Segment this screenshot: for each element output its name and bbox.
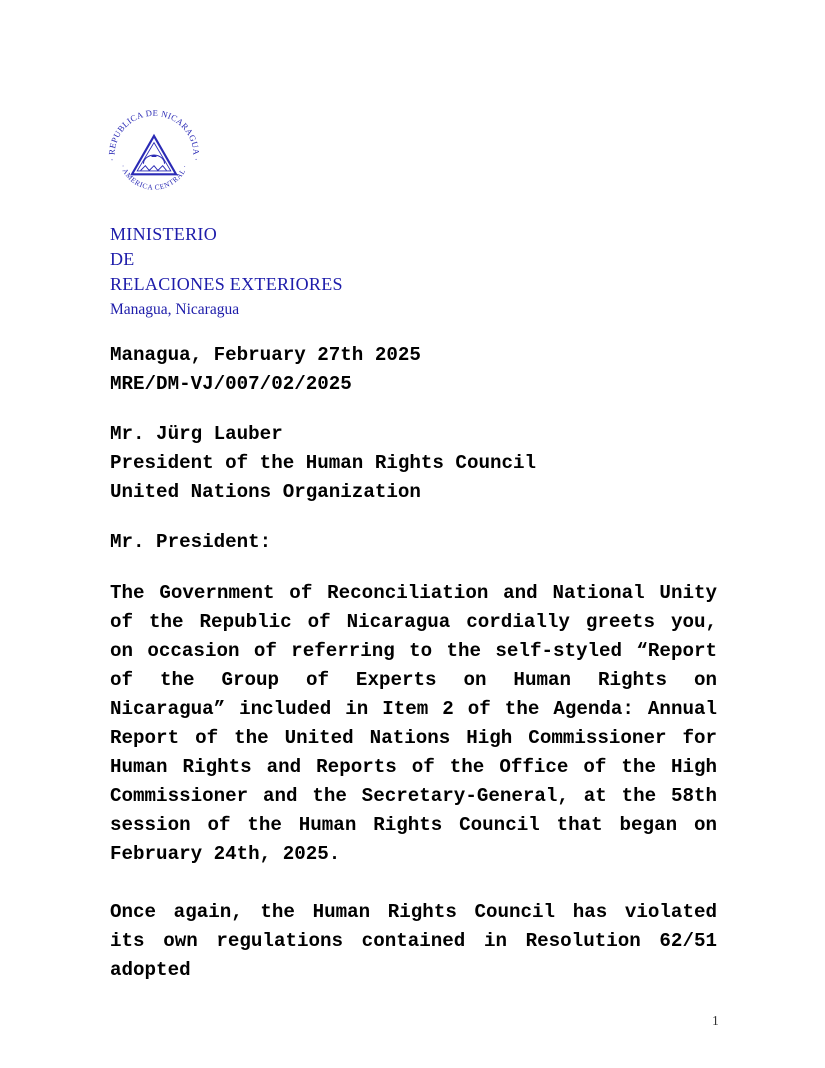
seal-top-text: · REPUBLICA DE NICARAGUA · [106,110,202,162]
page-number: 1 [712,1013,719,1028]
seal-svg [106,110,202,206]
date-line: Managua, February 27th 2025 [110,344,421,366]
seal-volcanoes [141,166,167,171]
recipient-organization: United Nations Organization [110,481,421,503]
letterhead-line-de: DE [110,249,135,269]
reference-number: MRE/DM-VJ/007/02/2025 [110,373,352,395]
recipient-block [110,420,717,507]
letterhead-line-ministerio: MINISTERIO [110,224,217,244]
letterhead-location: Managua, Nicaragua [110,301,240,318]
svg-text:· AMERICA CENTRAL · [119,164,190,192]
letterhead-line-relaciones: RELACIONES EXTERIORES [110,274,343,294]
recipient-name: Mr. Jürg Lauber [110,423,283,445]
body-paragraph-2: Once again, the Human Rights Council has violated its own regulations contained in Resolution 62/51 adopted [110,901,717,981]
recipient-title: President of the Human Rights Council [110,452,537,474]
salutation: Mr. President: [110,531,272,553]
date-reference-block [110,341,717,399]
seal-bottom-text: · AMERICA CENTRAL · [118,163,190,192]
body-paragraph-1: The Government of Reconciliation and National Unity of the Republic of Nicaragua cordially greets you, on occasion of referring to the self-styled “Report of the Group of Experts on Human Rights on Nicaragua” included in Item 2 of the Agenda: Annual Report of the United Nations High Commissioner for Human Rights and Reports of the Office of the High Commissioner and the Secretary-General, at the 58th session of the Human Rights Council that began on February 24th, 2025. [110,582,717,865]
nicaragua-emblem-icon [106,110,202,206]
letter-body [110,341,717,985]
letterhead [110,222,343,322]
